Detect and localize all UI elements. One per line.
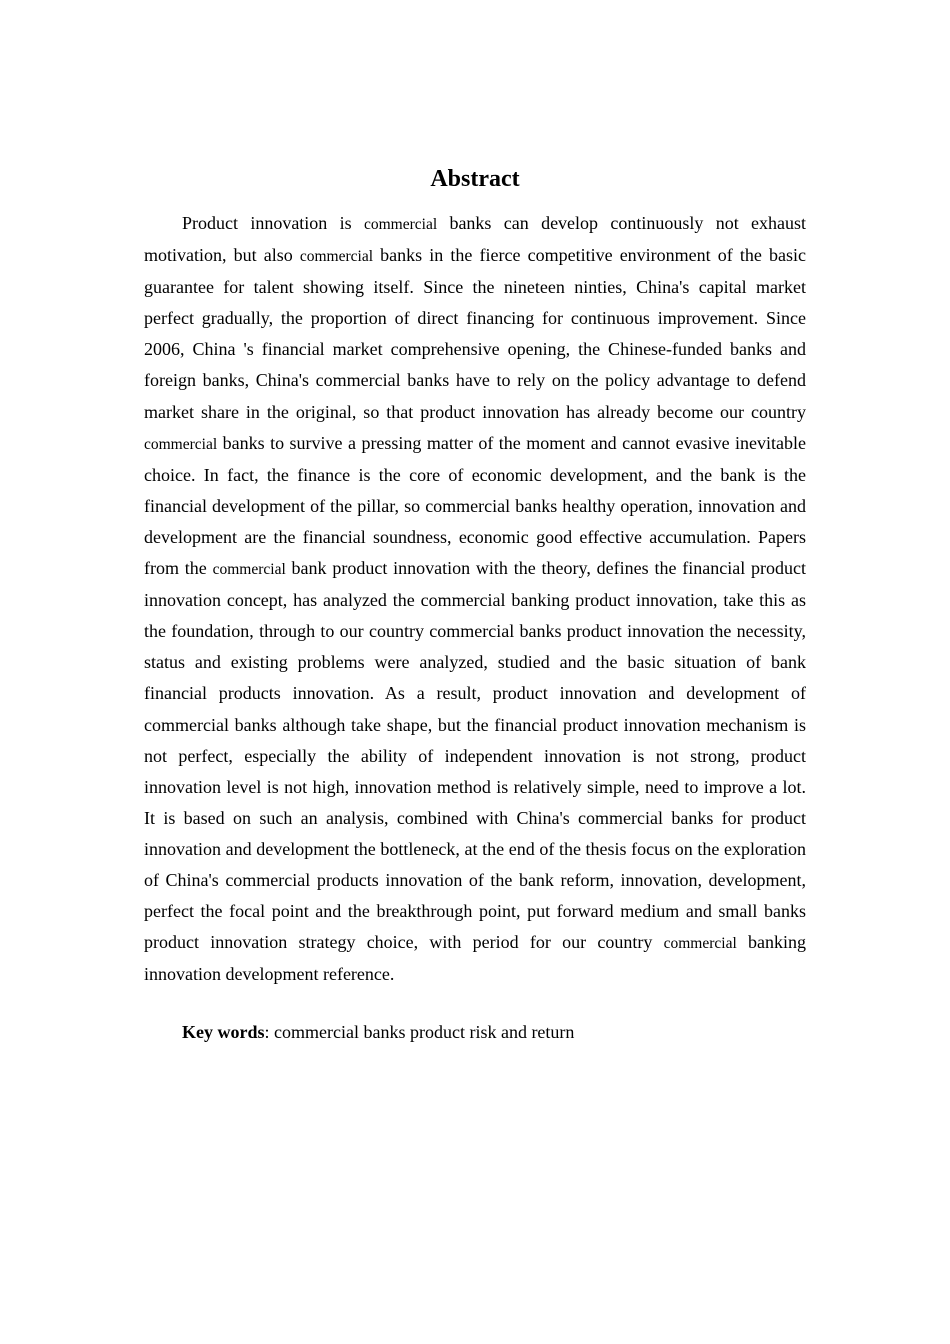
body-segment: banks to survive a pressing matter of the moment and cannot evasive inevitable choice. In fact, the finance is the core of economic development, and the bank is the financial development of the pillar, so commercial banks healthy operation, innovation and development are the financial soundness, economic good effective accumulation. Papers from the xyxy=(144,432,806,579)
keywords-line xyxy=(144,1017,806,1048)
body-segment: banks can develop continuously not exhaust motivation, but also xyxy=(144,213,806,266)
body-segment-small: commercial xyxy=(212,561,286,579)
body-segment: banks in the fierce competitive environment of the basic guarantee for talent showing itself. Since the nineteen ninties, China's capital market perfect gradually, the proportion of direct financing for continuous improvement. Since 2006, China 's financial market comprehensive opening, the Chinese-funded banks and foreign banks, China's commercial banks have to rely on the policy advantage to defend market share in the original, so that product innovation has already become our country xyxy=(144,245,807,422)
keywords-label: Key words xyxy=(182,1022,265,1042)
body-segment-small: commercial xyxy=(299,248,374,266)
body-segment-small: commercial xyxy=(144,435,218,453)
body-segment: bank product innovation with the theory, defines the financial product innovation concept, has analyzed the commercial banking product innovation, take this as the foundation, through to our country commercial banks product innovation the necessity, status and existing problems were analyzed, studied and the basic situation of bank financial products innovation. As a result, product innovation and development of commercial banks although take shape, but the financial product innovation mechanism is not perfect, especially the ability of independent innovation is not strong, product innovation level is not high, innovation method is relatively simple, need to improve a lot. It is based on such an analysis, combined with China's commercial banks for product innovation and development the bottleneck, at the end of the thesis focus on the exploration of China's commercial products innovation of the bank reform, innovation, development, perfect the focal point and the breakthrough point, put forward medium and small banks product innovation strategy choice, with period for our country xyxy=(144,558,806,953)
body-segment-small: commercial xyxy=(663,935,737,953)
body-segment: Product innovation is xyxy=(182,213,364,233)
keywords-separator: : xyxy=(264,1022,275,1042)
abstract-title: Abstract xyxy=(430,166,520,192)
body-segment-small: commercial xyxy=(363,216,438,233)
keywords-value: commercial banks product risk and return xyxy=(274,1022,575,1042)
body-segment: banking innovation development reference. xyxy=(144,932,806,985)
abstract-body xyxy=(144,208,806,990)
